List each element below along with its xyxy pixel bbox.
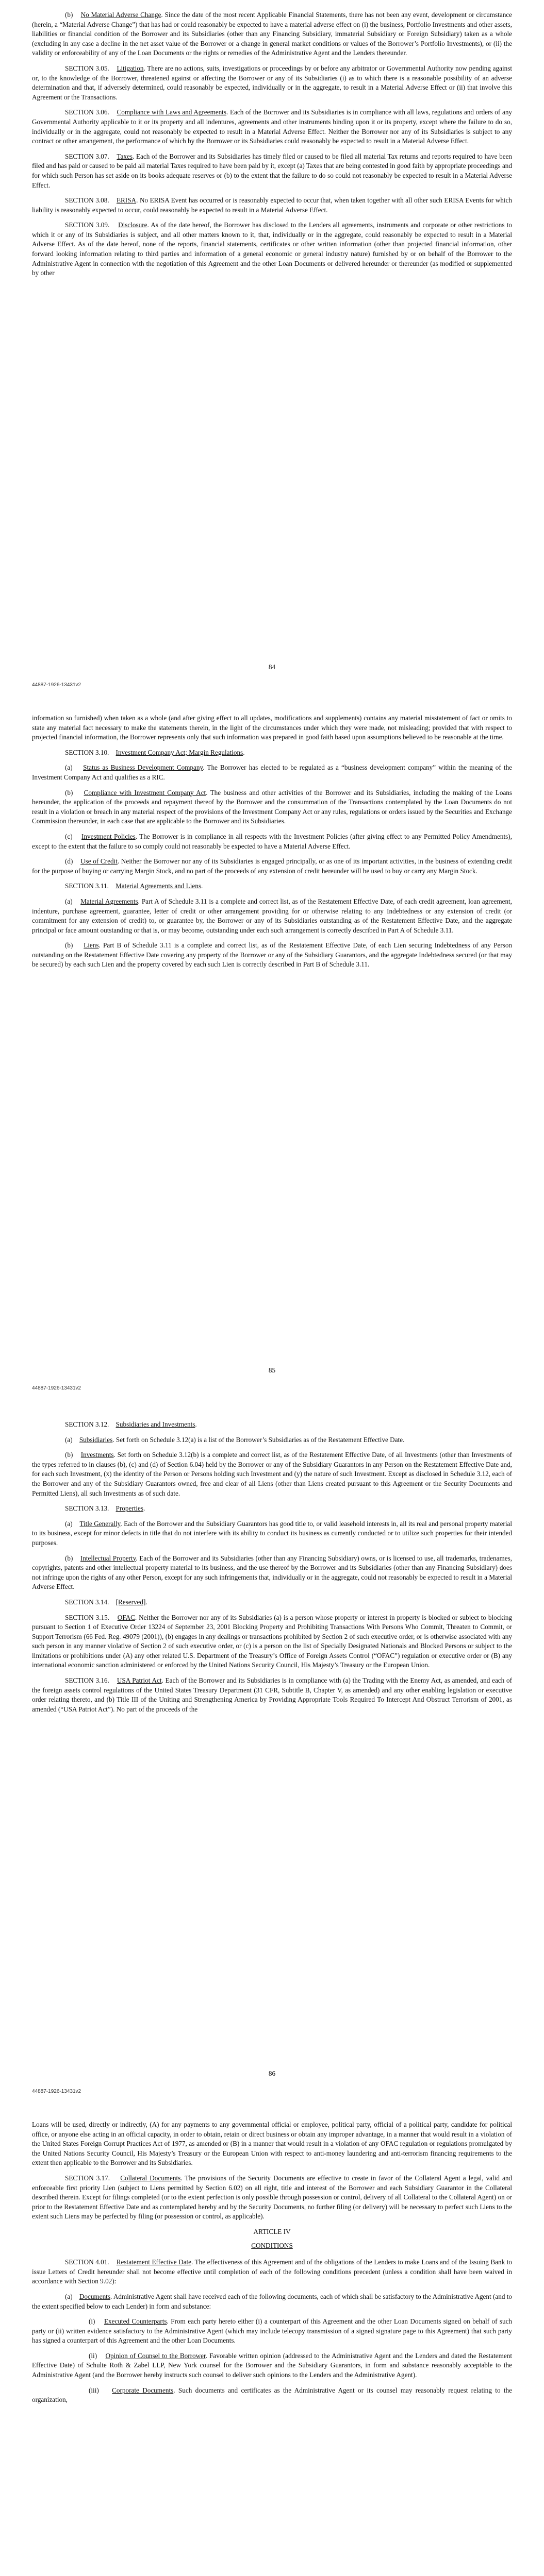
paragraph-number: (a) xyxy=(65,1435,73,1444)
paragraph-title: Material Agreements xyxy=(80,897,138,905)
section-3-17 xyxy=(32,2174,512,2222)
paragraph-text: Part A of Schedule 3.11 is a complete and correct list, as of the Restatement Effective Date, of each credit agreement, loan agreement, indenture, purchase agreement, guarantee, letter of credit or other arrangement providing for or otherwise relating to any Indebtedness or any extension of credit (or commitment for any extension of credit) to, or guarantee by, the Borrower or any of its Subsidiaries outstanding as of the Restatement Effective Date, and the aggregate principal or face amount outstanding or that is, or may become, outstanding under each such arrangement is correctly described in Part A of Schedule 3.11. xyxy=(32,897,513,934)
paragraph-title: Compliance with Investment Company Act xyxy=(84,788,206,796)
paragraph-text: Favorable written opinion (addressed to the Administrative Agent and the Lenders and dated the Restatement Effective Date) of Schulte Roth & Zabel LLP, New York counsel for the Borrower and the Subsidiary Guarantors, in form and substance reasonably acceptable to the Administrative Agent (and the Borrower hereby instructs such counsel to deliver such opinions to the Lenders and the Administrative Agent). xyxy=(32,2351,513,2379)
paragraph-title: Disclosure xyxy=(118,221,147,229)
paragraph-title: OFAC xyxy=(117,1613,135,1621)
paragraph-number: (b) xyxy=(65,941,73,950)
paragraph-text: The Borrower is in compliance in all respects with the Investment Policies (after giving effect to any Permitted Policy Amendments), except to the extent that the failure to so comply could not reasonably be expected to have a Material Adverse Effect. xyxy=(32,832,512,850)
section-4-01 xyxy=(32,2258,512,2311)
paragraph: SECTION 3.15. OFAC. Neither the Borrower nor any of its Subsidiaries (a) is a person whose property or interest in property is blocked or subject to blocking pursuant to Section 1 of Executive Order 13224 of September 23, 2001 Blocking Property and Prohibiting Transactions With Persons Who Commit, Threaten to Commit, or Support Terrorism (66 Fed. Reg. 49079 (2001)), (b) engages in any dealings or transactions prohibited by Section 2 of such executive order, or is otherwise associated with any such person in any manner violative of Section 2 of such executive order, or (c) is a person on the list of Specially Designated Nationals and Blocked Persons or subject to the limitations or prohibitions under (A) any other related U.S. Department of the Treasury’s Office of Foreign Assets Control (“OFAC”) regulation or executive order or (B) any international economic sanction administered or enforced by the United Nations Security Council, His Majesty’s Treasury or the European Union. xyxy=(32,1613,513,1669)
paragraph-text: The Borrower has elected to be regulated as a “business development company” within the meaning of the Investment Company Act and qualifies as a RIC. xyxy=(32,764,513,781)
paragraph: (b) Compliance with Investment Company Act. The business and other activities of the Borrower and its Subsidiaries, including the making of the Loans hereunder, the application of the proceeds and repayment thereof by the Borrower and the consummation of the Transactions contemplated by the Loan Documents do not result in a violation or breach in any material respect of the provisions of the Investment Company Act or any rules, regulations or orders issued by the Securities and Exchange Commission thereunder, in each case that are applicable to the Borrower and its Subsidiaries. xyxy=(32,788,513,825)
paragraph-text: Since the date of the most recent Applicable Financial Statements, there has not been any event, development or circumstance (herein, a “Material Adverse Change”) that has had or could reasonably be expected to have a material adverse effect on (i) the business, Portfolio Investments and other assets, liabilities or financial condition of the Borrower and its Subsidiaries (other than any Financing Subsidiary, immaterial Subsidiary or Foreign Subsidiary) taken as a whole (excluding in any case a decline in the net asset value of the Borrower or a change in general market conditions or values of the Borrower’s Portfolio Investments), or (ii) the validity or enforceability of any of the Loan Documents or the rights or remedies of the Administrative Agent and the Lenders thereunder. xyxy=(32,11,512,57)
paragraph-title: Liens xyxy=(84,941,99,950)
paragraph: (a) Material Agreements. Part A of Schedule 3.11 is a complete and correct list, as of the Restatement Effective Date, of each credit agreement, loan agreement, indenture, purchase agreement, guarantee, letter of credit or other arrangement providing for or otherwise relating to any Indebtedness or any extension of credit (or commitment for any extension of credit) to, or guarantee by, the Borrower or any of its Subsidiaries outstanding as of the Restatement Effective Date, and the aggregate principal or face amount outstanding or that is, or may become, outstanding under each such arrangement is correctly described in Part A of Schedule 3.11. xyxy=(32,897,513,934)
paragraph: (a) Documents. Administrative Agent shall have received each of the following documents, each of which shall be satisfactory to the Administrative Agent (and to the extent specified below to each Lender) in form and substance: xyxy=(32,2292,512,2310)
paragraph-number: SECTION 4.01. xyxy=(65,2258,109,2266)
paragraph: SECTION 3.08. ERISA. No ERISA Event has occurred or is reasonably expected to occur that, when taken together with all other such ERISA Events for which liability is reasonably expected to occur, could reasonably be expected to result in a Material Adverse Effect. xyxy=(32,196,513,214)
paragraph-title: Executed Counterparts xyxy=(104,2317,167,2326)
paragraph-number: (b) xyxy=(65,11,73,19)
paragraph: (ii) Opinion of Counsel to the Borrower. Favorable written opinion (addressed to the Administrative Agent and the Lenders and dated the Restatement Effective Date) of Schulte Roth & Zabel LLP, New York counsel for the Borrower and the Subsidiary Guarantors, in form and substance reasonably acceptable to the Administrative Agent (and the Borrower hereby instructs such counsel to deliver such opinions to the Lenders and the Administrative Agent). xyxy=(32,2351,513,2379)
section-heading: SECTION 3.13. Properties. xyxy=(65,1504,145,1513)
paragraph: (d) Use of Credit. Neither the Borrower nor any of its Subsidiaries is engaged principally, or as one of its important activities, in the business of extending credit for the purpose of buying or carrying Margin Stock, and no part of the proceeds of any extension of credit hereunder will be used to buy or carry any Margin Stock. xyxy=(32,857,513,875)
paragraph-number: (i) xyxy=(89,2317,95,2326)
paragraph: SECTION 3.09. Disclosure. As of the date hereof, the Borrower has disclosed to the Lenders all agreements, instruments and corporate or other restrictions to which it or any of its Subsidiaries is subject, and all other matters known to it, that, individually or in the aggregate, could reasonably be expected to result in a Material Adverse Effect. As of the date hereof, none of the reports, financial statements, certificates or other written information (other than projected financial information, other forward looking information relating to third parties and information of a general economic or general industry nature) furnished by or on behalf of the Borrower to the Administrative Agent in connection with the negotiation of this Agreement and the other Loan Documents or delivered hereunder or thereunder (as modified or supplemented by other xyxy=(32,221,512,277)
paragraph-title: Title Generally xyxy=(79,1519,121,1528)
paragraph: SECTION 4.01. Restatement Effective Date. The effectiveness of this Agreement and of the obligations of the Lenders to make Loans and of the Issuing Bank to issue Letters of Credit hereunder shall not become effective until completion of each of the following conditions precedent (unless a condition shall have been waived in accordance with Section 9.02): xyxy=(32,2258,512,2285)
page-87 xyxy=(0,2110,544,2576)
paragraph-text: The effectiveness of this Agreement and of the obligations of the Lenders to make Loans and of the Issuing Bank to issue Letters of Credit hereunder shall not become effective until completion of each of the following conditions precedent (unless a condition shall have been waived in accordance with Section 9.02): xyxy=(32,2258,512,2285)
paragraph-title: Intellectual Property xyxy=(80,1554,136,1562)
paragraph-text: Set forth on Schedule 3.12(b) is a complete and correct list, as of the Restatement Effective Date, of all Investments (other than Investments of the types referred to in clauses (b), (c) and (d) of Section 6.04) held by the Borrower or any of the Subsidiary Guarantors in any Person on the Restatement Effective Date and, for each such Investment, (x) the identity of the Person or Persons holding such Investment and (y) the nature of such Investment. Except as disclosed in Schedule 3.12, each of the Borrower and any of the Subsidiary Guarantors owned, free and clear of all Liens (other than Liens created pursuant to this Agreement or the Security Documents and Permitted Liens), all such Investments as of such date. xyxy=(32,1451,513,1497)
document-id: 44887-1926-13431v2 xyxy=(32,1385,81,1391)
paragraph-text: As of the date hereof, the Borrower has disclosed to the Lenders all agreements, instruments and corporate or other restrictions to which it or any of its Subsidiaries is subject, and all other matters known to it, that, individually or in the aggregate, could reasonably be expected to result in a Material Adverse Effect. As of the date hereof, none of the reports, financial statements, certificates or other written information (other than projected financial information, other forward looking information relating to third parties and information of a general economic or general industry nature) furnished by or on behalf of the Borrower to the Administrative Agent in connection with the negotiation of this Agreement and the other Loan Documents or delivered hereunder or thereunder (as modified or supplemented by other xyxy=(32,221,512,277)
paragraph-number: SECTION 3.09. xyxy=(65,221,110,229)
paragraph: SECTION 3.07. Taxes. Each of the Borrower and its Subsidiaries has timely filed or caused to be filed all material Tax returns and reports required to have been filed and has paid or caused to be paid all material Taxes required to have been paid by it, except (a) Taxes that are being contested in good faith by appropriate proceedings and for which such Person has set aside on its books adequate reserves or (b) to the extent that the failure to do so could not reasonably be expected to result in a Material Adverse Effect. xyxy=(32,152,513,189)
paragraph-title: USA Patriot Act xyxy=(117,1676,162,1685)
paragraph-number: SECTION 3.05. xyxy=(65,64,109,72)
paragraph-title: Investments xyxy=(80,1451,114,1459)
page-number: 84 xyxy=(268,663,276,671)
paragraph-title: Restatement Effective Date xyxy=(116,2258,191,2266)
paragraph: SECTION 3.16. USA Patriot Act. Each of the Borrower and its Subsidiaries is in compliance with (a) the Trading with the Enemy Act, as amended, and each of the foreign assets control regulations of the United States Treasury Department (31 CFR, Subtitle B, Chapter V, as amended) and any other enabling legislation or executive order relating thereto, and (b) Title III of the Uniting and Strengthening America by Providing Appropriate Tools Required To Intercept And Obstruct Terrorism of 2001, as amended (“USA Patriot Act”). No part of the proceeds of the xyxy=(32,1676,513,1713)
paragraph-title: Compliance with Laws and Agreements xyxy=(117,108,226,116)
paragraph-number: (iii) xyxy=(89,2386,99,2394)
paragraph-number: SECTION 3.15. xyxy=(65,1613,109,1621)
paragraph-title: ERISA xyxy=(116,196,137,205)
paragraph-text: Each of the Borrower and the Subsidiary Guarantors has good title to, or valid leasehold interests in, all its real and personal property material to its business, except for minor defects in title that do not interfere with its ability to conduct its business as currently conducted or to utilize such properties for their intended purposes. xyxy=(32,1519,513,1547)
paragraph-title: Investment Policies xyxy=(81,832,136,840)
paragraph: SECTION 3.17. Collateral Documents. The provisions of the Security Documents are effective to create in favor of the Collateral Agent a legal, valid and enforceable first priority Lien (subject to Liens permitted by Section 6.02) on all right, title and interest of the Borrower and each Subsidiary Guarantor in the Collateral described therein. Except for filings completed (or to the extent perfection is only possible through possession or control, delivery of all Collateral to the Collateral Agent) on or prior to the Restatement Effective Date and as contemplated hereby and by the Security Documents, no further filing (or delivery) will be necessary to perfect such Liens to the extent such Liens may be perfected by filing (or possession or control, as applicable). xyxy=(32,2174,513,2221)
page-number: 85 xyxy=(268,1366,276,1374)
section-3-13-subsections xyxy=(32,1519,512,1592)
paragraph-text: The business and other activities of the Borrower and its Subsidiaries, including the making of the Loans hereunder, the application of the proceeds and repayment thereof by the Borrower and the consummation of the Transactions contemplated by the Loan Documents do not result in a violation or breach in any material respect of the provisions of the Investment Company Act or any rules, regulations or orders issued by the Securities and Exchange Commission thereunder, in each case that are applicable to the Borrower and its Subsidiaries. xyxy=(32,788,513,825)
paragraph-number: (a) xyxy=(65,764,73,772)
section-heading: SECTION 3.12. Subsidiaries and Investments. xyxy=(65,1420,197,1428)
paragraph-number: (a) xyxy=(65,2292,73,2300)
paragraph: (b) No Material Adverse Change. Since the date of the most recent Applicable Financial Statements, there has not been any event, development or circumstance (herein, a “Material Adverse Change”) that has had or could reasonably be expected to have a material adverse effect on (i) the business, Portfolio Investments and other assets, liabilities or financial condition of the Borrower and its Subsidiaries (other than any Financing Subsidiary, immaterial Subsidiary or Foreign Subsidiary) taken as a whole (excluding in any case a decline in the net asset value of the Borrower or a change in general market conditions or values of the Borrower’s Portfolio Investments), or (ii) the validity or enforceability of any of the Loan Documents or the rights or remedies of the Administrative Agent and the Lenders thereunder. xyxy=(32,11,512,57)
page-86 xyxy=(0,1406,544,2110)
paragraph-text: Such documents and certificates as the Administrative Agent or its counsel may reasonably request relating to the organization, xyxy=(32,2386,513,2404)
paragraph-text: No ERISA Event has occurred or is reasonably expected to occur that, when taken together with all other such ERISA Events for which liability is reasonably expected to occur, could reasonably be expected to result in a Material Adverse Effect. xyxy=(32,196,513,214)
continued-paragraph: Loans will be used, directly or indirectly, (A) for any payments to any governmental official or employee, political party, official of a political party, candidate for political office, or anyone else acting in an official capacity, in order to obtain, retain or direct business or obtain any improper advantage, in a manner that would result in a violation of the United States Foreign Corrupt Practices Act of 1977, as amended or (B) in a manner that would result in a violation of any OFAC regulation or regulations promulgated by the United Nations Security Council, His Majesty’s Treasury or the European Union with respect to anti-money laundering and anti-terrorism financing requirements to the extent then applicable to the Borrower and its Subsidiaries. xyxy=(32,2121,512,2167)
section-3-12-subsections xyxy=(32,1435,512,1499)
page-number: 86 xyxy=(268,2070,276,2077)
paragraph-title: Taxes xyxy=(117,152,133,160)
paragraph-title: Opinion of Counsel to the Borrower xyxy=(105,2351,206,2360)
paragraph-number: (ii) xyxy=(89,2351,97,2360)
paragraph-number: (c) xyxy=(65,832,73,840)
page-84-body xyxy=(32,10,512,278)
paragraph-text: Part B of Schedule 3.11 is a complete and correct list, as of the Restatement Effective Date, of each Lien securing Indebtedness of any Person outstanding on the Restatement Effective Date covering any property of the Borrower or any of the Subsidiary Guarantors, and the aggregate Indebtedness secured (or that may be secured) by each such Lien and the property covered by each such Lien is correctly described in Part B of Schedule 3.11. xyxy=(32,941,513,969)
paragraph-title: Subsidiaries xyxy=(79,1435,113,1444)
section-3-15-3-16 xyxy=(32,1613,512,1715)
paragraph-title: Collateral Documents xyxy=(120,2174,181,2182)
paragraph: SECTION 3.06. Compliance with Laws and Agreements. Each of the Borrower and its Subsidiaries is in compliance with all laws, regulations and orders of any Governmental Authority applicable to it or its property and all indentures, agreements and other instruments binding upon it or its property, except where the failure to do so, individually or in the aggregate, could not reasonably be expected to result in a Material Adverse Effect. Neither the Borrower nor any of its Subsidiaries is subject to any contract or other arrangement, the performance of which by the Borrower or its Subsidiaries could reasonably be expected to result in a Material Adverse Effect. xyxy=(32,108,513,145)
paragraph-text: Neither the Borrower nor any of its Subsidiaries (a) is a person whose property or interest in property is blocked or subject to blocking pursuant to Section 1 of Executive Order 13224 of September 23, 2001 Blocking Property and Prohibiting Transactions With Persons Who Commit, Threaten to Commit, or Support Terrorism (66 Fed. Reg. 49079 (2001)), (b) engages in any dealings or transactions prohibited by Section 2 of such executive order, or is otherwise associated with any such person in any manner violative of Section 2 of such executive order, or (c) is a person on the list of Specially Designated Nationals and Blocked Persons or subject to the limitations or prohibitions under (A) any other related U.S. Department of the Treasury’s Office of Foreign Assets Control (“OFAC”) regulation or executive order or (B) any international economic sanction administered or enforced by the United Nations Security Council, His Majesty’s Treasury or the European Union. xyxy=(32,1613,513,1669)
document-id: 44887-1926-13431v2 xyxy=(32,2089,81,2094)
paragraph: (b) Intellectual Property. Each of the Borrower and its Subsidiaries (other than any Financing Subsidiary) owns, or is licensed to use, all trademarks, tradenames, copyrights, patents and other intellectual property material to its business, and the use thereof by the Borrower and its Subsidiaries (other than any Financing Subsidiary) does not infringe upon the rights of any other Person, except for any such infringements that, individually or in the aggregate, could not reasonably be expected to result in a Material Adverse Effect. xyxy=(32,1554,513,1591)
section-heading: SECTION 3.10. Investment Company Act; Margin Regulations. xyxy=(65,748,245,756)
paragraph: (a) Title Generally. Each of the Borrower and the Subsidiary Guarantors has good title to, or valid leasehold interests in, all its real and personal property material to its business, except for minor defects in title that do not interfere with its ability to conduct its business as currently conducted or to utilize such properties for their intended purposes. xyxy=(32,1519,513,1547)
article-title: CONDITIONS xyxy=(251,2241,293,2249)
paragraph-text: Neither the Borrower nor any of its Subsidiaries is engaged principally, or as one of its important activities, in the business of extending credit for the purpose of buying or carrying Margin Stock, and no part of the proceeds of any extension of credit hereunder will be used to buy or carry any Margin Stock. xyxy=(32,857,513,875)
section-3-11-subsections xyxy=(32,897,512,970)
paragraph-number: SECTION 3.06. xyxy=(65,108,109,116)
paragraph-text: Each of the Borrower and its Subsidiaries is in compliance with all laws, regulations and orders of any Governmental Authority applicable to it or its property and all indentures, agreements and other instruments binding upon it or its property, except where the failure to do so, individually or in the aggregate, could not reasonably be expected to result in a Material Adverse Effect. Neither the Borrower nor any of its Subsidiaries is subject to any contract or other arrangement, the performance of which by the Borrower or its Subsidiaries could reasonably be expected to result in a Material Adverse Effect. xyxy=(32,108,513,145)
paragraph-number: SECTION 3.16. xyxy=(65,1676,109,1685)
paragraph-text: The provisions of the Security Documents are effective to create in favor of the Collateral Agent a legal, valid and enforceable first priority Lien (subject to Liens permitted by Section 6.02) on all right, title and interest of the Borrower and each Subsidiary Guarantor in the Collateral described therein. Except for filings completed (or to the extent perfection is only possible through possession or control, delivery of all Collateral to the Collateral Agent) on or prior to the Restatement Effective Date and as contemplated hereby and by the Security Documents, no further filing (or delivery) will be necessary to perfect such Liens to the extent such Liens may be perfected by filing (or possession or control, as applicable). xyxy=(32,2174,513,2221)
paragraph-text: Each of the Borrower and its Subsidiaries is in compliance with (a) the Trading with the Enemy Act, as amended, and each of the foreign assets control regulations of the United States Treasury Department (31 CFR, Subtitle B, Chapter V, as amended) and any other enabling legislation or executive order relating thereto, and (b) Title III of the Uniting and Strengthening America by Providing Appropriate Tools Required To Intercept And Obstruct Terrorism of 2001, as amended (“USA Patriot Act”). No part of the proceeds of the xyxy=(32,1676,513,1713)
paragraph: (iii) Corporate Documents. Such documents and certificates as the Administrative Agent or its counsel may reasonably request relating to the organization, xyxy=(32,2386,513,2404)
paragraph-number: (b) xyxy=(65,1554,73,1562)
page-84 xyxy=(0,0,544,703)
section-4-01-documents xyxy=(32,2317,512,2405)
paragraph-text: There are no actions, suits, investigations or proceedings by or before any arbitrator or Governmental Authority now pending against or, to the knowledge of the Borrower, threatened against or affecting the Borrower or any of its Subsidiaries (i) as to which there is a reasonable possibility of an adverse determination and that, if adversely determined, could reasonably be expected, individually or in the aggregate, to result in a Material Adverse Effect or (ii) that involve this Agreement or the Transactions. xyxy=(32,64,513,101)
paragraph-number: SECTION 3.17. xyxy=(65,2174,110,2182)
paragraph-number: (a) xyxy=(65,1519,73,1528)
section-3-10-subsections xyxy=(32,763,512,876)
paragraph: (b) Investments. Set forth on Schedule 3.12(b) is a complete and correct list, as of the Restatement Effective Date, of all Investments (other than Investments of the types referred to in clauses (b), (c) and (d) of Section 6.04) held by the Borrower or any of the Subsidiary Guarantors in any Person on the Restatement Effective Date and, for each such Investment, (x) the identity of the Person or Persons holding such Investment and (y) the nature of such Investment. Except as disclosed in Schedule 3.12, each of the Borrower and any of the Subsidiary Guarantors owned, free and clear of all Liens (other than Liens created pursuant to this Agreement or the Security Documents and Permitted Liens), all such Investments as of such date. xyxy=(32,1451,513,1497)
paragraph: (a) Status as Business Development Company. The Borrower has elected to be regulated as a “business development company” within the meaning of the Investment Company Act and qualifies as a RIC. xyxy=(32,764,513,781)
paragraph-text: From each party hereto either (i) a counterpart of this Agreement and the other Loan Documents signed on behalf of such party or (ii) written evidence satisfactory to the Administrative Agent (which may include telecopy transmission of a signed signature page to this Agreement) that such party has signed a counterpart of this Agreement and the other Loan Documents. xyxy=(32,2317,513,2345)
paragraph-number: (b) xyxy=(65,1451,73,1459)
paragraph-title: Documents xyxy=(79,2292,110,2300)
paragraph-number: (d) xyxy=(65,857,73,866)
paragraph-title: Litigation xyxy=(117,64,144,72)
paragraph: (a) Subsidiaries. Set forth on Schedule 3.12(a) is a list of the Borrower’s Subsidiaries as of the Restatement Effective Date. xyxy=(65,1435,405,1444)
continued-paragraph: information so furnished) when taken as a whole (and after giving effect to all updates, modifications and supplements) contains any material misstatement of fact or omits to state any material fact necessary to make the statements therein, in the light of the circumstances under which they were made, not misleading; provided that with respect to projected financial information, the Borrower represents only that such information was prepared in good faith based upon assumptions believed to be reasonable at the time. xyxy=(32,714,512,741)
paragraph-text: Each of the Borrower and its Subsidiaries has timely filed or caused to be filed all material Tax returns and reports required to have been filed and has paid or caused to be paid all material Taxes required to have been paid by it, except (a) Taxes that are being contested in good faith by appropriate proceedings and for which such Person has set aside on its books adequate reserves or (b) to the extent that the failure to do so could not reasonably be expected to result in a Material Adverse Effect. xyxy=(32,152,513,189)
paragraph: (c) Investment Policies. The Borrower is in compliance in all respects with the Investment Policies (after giving effect to any Permitted Policy Amendments), except to the extent that the failure to so comply could not reasonably be expected to have a Material Adverse Effect. xyxy=(32,832,512,850)
section-heading: SECTION 3.11. Material Agreements and Liens. xyxy=(65,882,203,890)
paragraph-text: Administrative Agent shall have received each of the following documents, each of which shall be satisfactory to the Administrative Agent (and to the extent specified below to each Lender) in form and substance: xyxy=(32,2292,512,2310)
paragraph-title: No Material Adverse Change xyxy=(80,11,161,19)
section-heading: SECTION 3.14. [Reserved]. xyxy=(65,1598,147,1606)
paragraph-number: (a) xyxy=(65,897,73,905)
paragraph-title: Status as Business Development Company xyxy=(83,764,203,772)
paragraph-title: Corporate Documents xyxy=(112,2386,174,2394)
paragraph-text: Each of the Borrower and its Subsidiaries (other than any Financing Subsidiary) owns, or is licensed to use, all trademarks, tradenames, copyrights, patents and other intellectual property material to its business, and the use thereof by the Borrower and its Subsidiaries (other than any Financing Subsidiary) does not infringe upon the rights of any other Person, except for any such infringements that, individually or in the aggregate, could not reasonably be expected to result in a Material Adverse Effect. xyxy=(32,1554,513,1591)
paragraph: (i) Executed Counterparts. From each party hereto either (i) a counterpart of this Agreement and the other Loan Documents signed on behalf of such party or (ii) written evidence satisfactory to the Administrative Agent (which may include telecopy transmission of a signed signature page to this Agreement) that such party has signed a counterpart of this Agreement and the other Loan Documents. xyxy=(32,2317,513,2345)
document-id: 44887-1926-13431v2 xyxy=(32,682,81,688)
page-85 xyxy=(0,703,544,1406)
paragraph: SECTION 3.05. Litigation. There are no actions, suits, investigations or proceedings by or before any arbitrator or Governmental Authority now pending against or, to the knowledge of the Borrower, threatened against or affecting the Borrower or any of its Subsidiaries (i) as to which there is a reasonable possibility of an adverse determination and that, if adversely determined, could reasonably be expected, individually or in the aggregate, to result in a Material Adverse Effect or (ii) that involve this Agreement or the Transactions. xyxy=(32,64,513,101)
paragraph-text: Set forth on Schedule 3.12(a) is a list of the Borrower’s Subsidiaries as of the Restatement Effective Date. xyxy=(116,1435,405,1444)
article-heading: ARTICLE IV xyxy=(253,2227,291,2235)
paragraph-number: SECTION 3.07. xyxy=(65,152,109,160)
paragraph-title: Use of Credit xyxy=(80,857,118,866)
paragraph-number: SECTION 3.08. xyxy=(65,196,109,205)
paragraph-number: (b) xyxy=(65,788,73,796)
paragraph: (b) Liens. Part B of Schedule 3.11 is a complete and correct list, as of the Restatement Effective Date, of each Lien securing Indebtedness of any Person outstanding on the Restatement Effective Date covering any property of the Borrower or any of the Subsidiary Guarantors, and the aggregate Indebtedness secured (or that may be secured) by each such Lien and the property covered by each such Lien is correctly described in Part B of Schedule 3.11. xyxy=(32,941,513,969)
